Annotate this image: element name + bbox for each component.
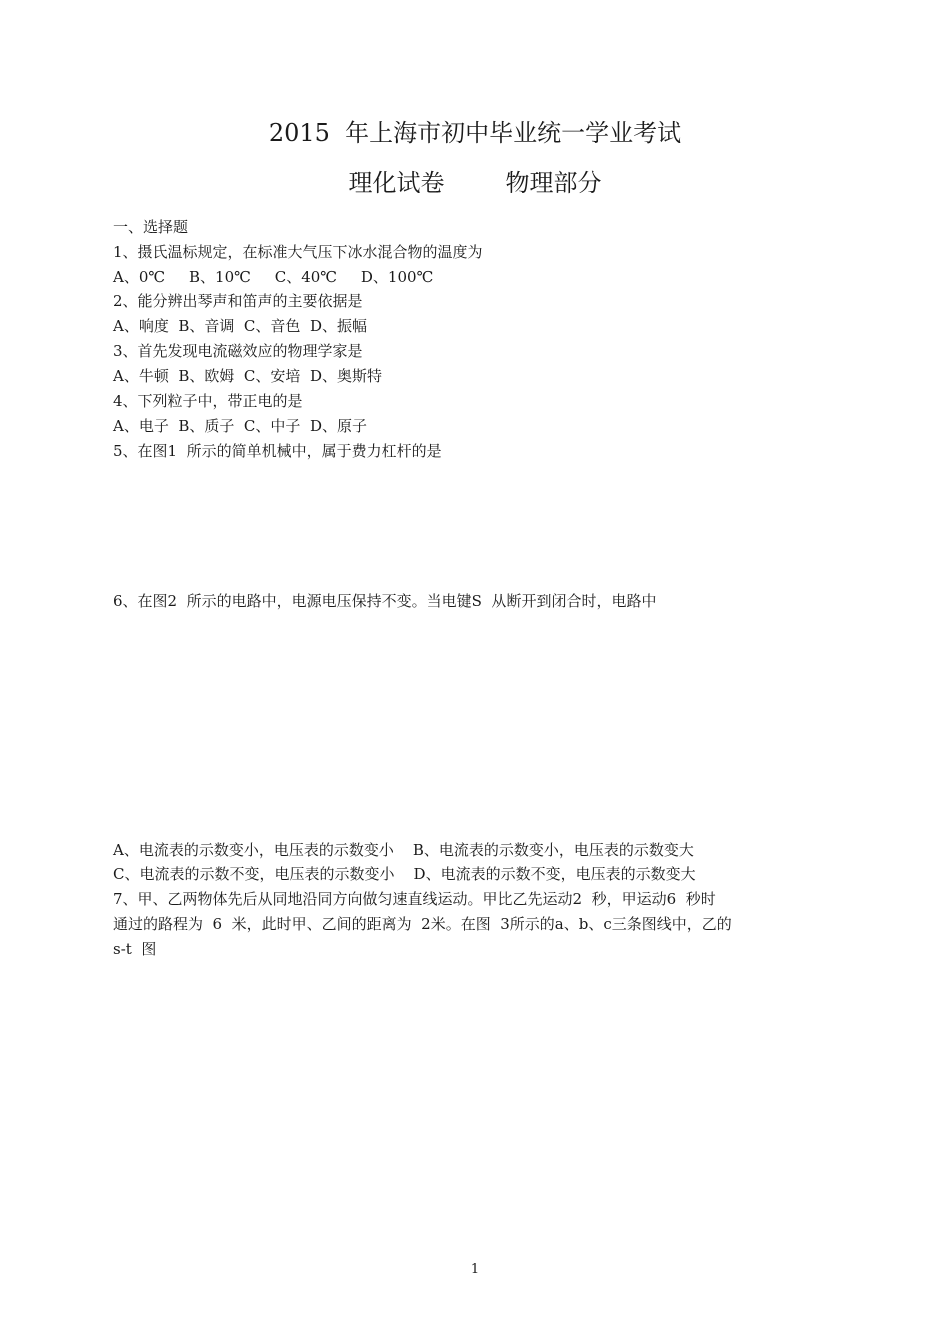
question-7-line-2: 通过的路程为 6 米，此时甲、乙间的距离为 2米。在图 3所示的a、b、c三条图线中，乙的 [113, 915, 732, 933]
question-6-options-ab: A、电流表的示数变小，电压表的示数变小 B、电流表的示数变小，电压表的示数变大 [113, 841, 694, 859]
question-1-options: A、0℃ B、10℃ C、40℃ D、100℃ [113, 268, 434, 286]
document-title: 2015 年上海市初中毕业统一学业考试 [268, 119, 682, 147]
document-subtitle: 理化试卷 物理部分 [348, 169, 602, 197]
question-7-line-1: 7、甲、乙两物体先后从同地沿同方向做匀速直线运动。甲比乙先运动2 秒，甲运动6 秒时 [113, 890, 716, 908]
question-5: 5、在图1 所示的简单机械中，属于费力杠杆的是 [113, 442, 442, 460]
question-2-options: A、响度 B、音调 C、音色 D、振幅 [113, 317, 367, 335]
question-4: 4、下列粒子中，带正电的是 [113, 392, 303, 410]
question-3: 3、首先发现电流磁效应的物理学家是 [113, 342, 363, 360]
question-3-options: A、牛顿 B、欧姆 C、安培 D、奥斯特 [113, 367, 382, 385]
section-heading: 一、选择题 [113, 218, 189, 236]
question-7-line-3: s-t 图 [113, 940, 157, 958]
question-4-options: A、电子 B、质子 C、中子 D、原子 [113, 417, 367, 435]
question-1: 1、摄氏温标规定，在标准大气压下冰水混合物的温度为 [113, 243, 483, 261]
question-6-options-cd: C、电流表的示数不变，电压表的示数变小 D、电流表的示数不变，电压表的示数变大 [113, 865, 696, 883]
page-number: 1 [470, 1262, 480, 1277]
question-2: 2、能分辨出琴声和笛声的主要依据是 [113, 292, 363, 310]
question-6: 6、在图2 所示的电路中，电源电压保持不变。当电键S 从断开到闭合时，电路中 [113, 592, 657, 610]
